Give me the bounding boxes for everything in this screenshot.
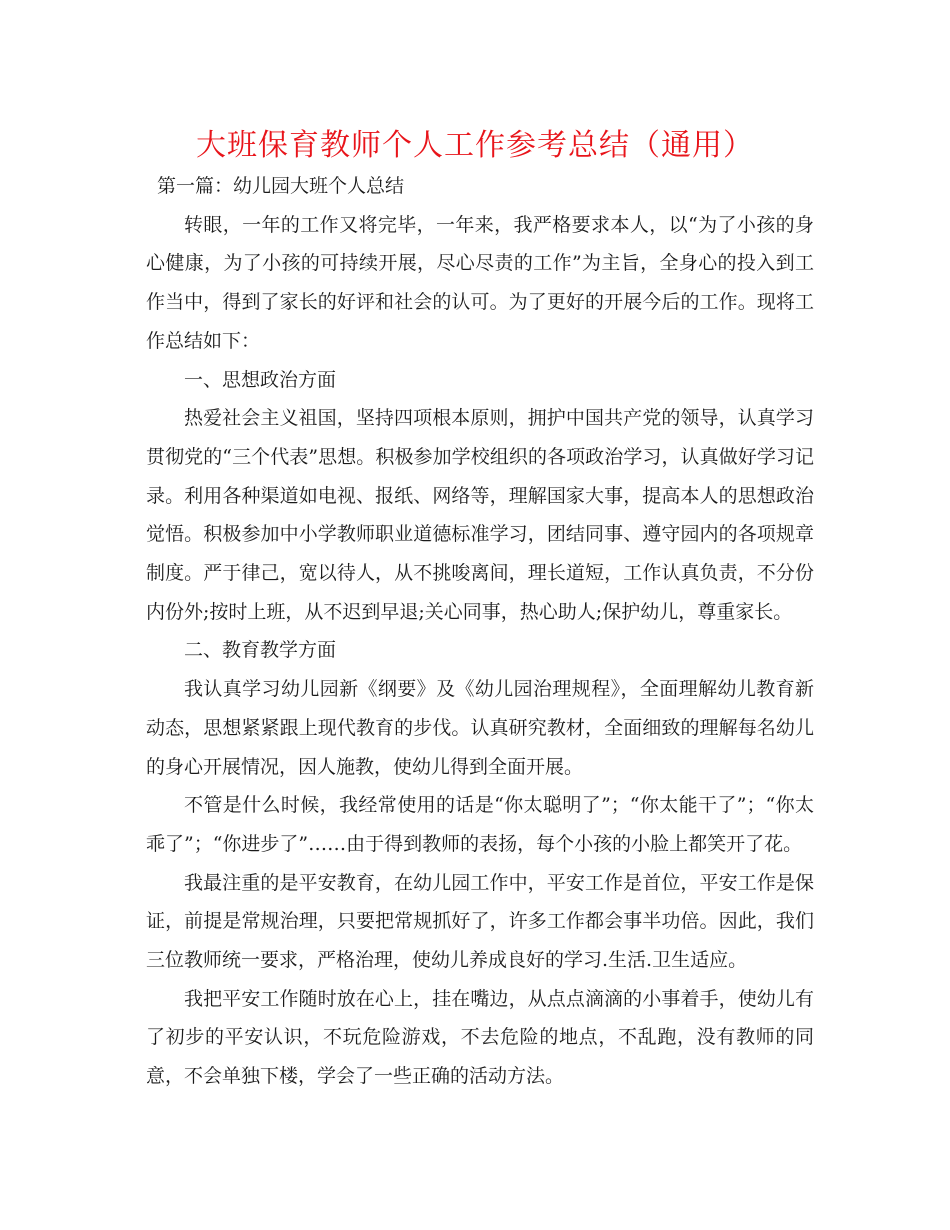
section-subheading: 二、教育教学方面: [184, 639, 337, 662]
paragraph: 热爱社会主义祖国，坚持四项根本原则，拥护中国共产党的领导，认真学习贯彻党的“三个代表”思想。积极参加学校组织的各项政治学习，认真做好学习记录。利用各种渠道如电视、报纸、网络等，理解国家大事，提高本人的思想政治觉悟。积极参加中小学教师职业道德标准学习，团结同事、遵守园内的各项规章制度。严于律己，宽以待人，从不挑唆离间，理长道短，工作认真负责，不分份内份外;按时上班，从不迟到早退;关心同事，热心助人;保护幼儿，尊重家长。: [146, 407, 814, 623]
section-subheading: 一、思想政治方面: [184, 368, 337, 391]
paragraph: 我认真学习幼儿园新《纲要》及《幼儿园治理规程》，全面理解幼儿教育新动态，思想紧紧跟上现代教育的步伐。认真研究教材，全面细致的理解每名幼儿的身心开展情况，因人施教，使幼儿得到全面开展。: [146, 678, 814, 778]
document-title: 大班保育教师个人工作参考总结（通用）: [196, 128, 754, 163]
document-body: [146, 167, 814, 1096]
paragraph: 转眼，一年的工作又将完毕，一年来，我严格要求本人，以“为了小孩的身心健康，为了小孩的可持续开展，尽心尽责的工作”为主旨，全身心的投入到工作当中，得到了家长的好评和社会的认可。为了更好的开展今后的工作。现将工作总结如下：: [146, 213, 814, 352]
paragraph: 不管是什么时候，我经常使用的话是“你太聪明了”；“你太能干了”；“你太乖了”；“你进步了”……由于得到教师的表扬，每个小孩的小脸上都笑开了花。: [146, 794, 814, 855]
paragraph: 我把平安工作随时放在心上，挂在嘴边，从点点滴滴的小事着手，使幼儿有了初步的平安认识，不玩危险游戏，不去危险的地点，不乱跑，没有教师的同意，不会单独下楼，学会了一些正确的活动方法。: [146, 987, 814, 1088]
paragraph: 我最注重的是平安教育，在幼儿园工作中，平安工作是首位，平安工作是保证，前提是常规治理，只要把常规抓好了，许多工作都会事半功倍。因此，我们三位教师统一要求，严格治理，使幼儿养成良好的学习.生活.卫生适应。: [146, 871, 814, 972]
section-heading: 第一篇：幼儿园大班个人总结: [157, 175, 405, 197]
